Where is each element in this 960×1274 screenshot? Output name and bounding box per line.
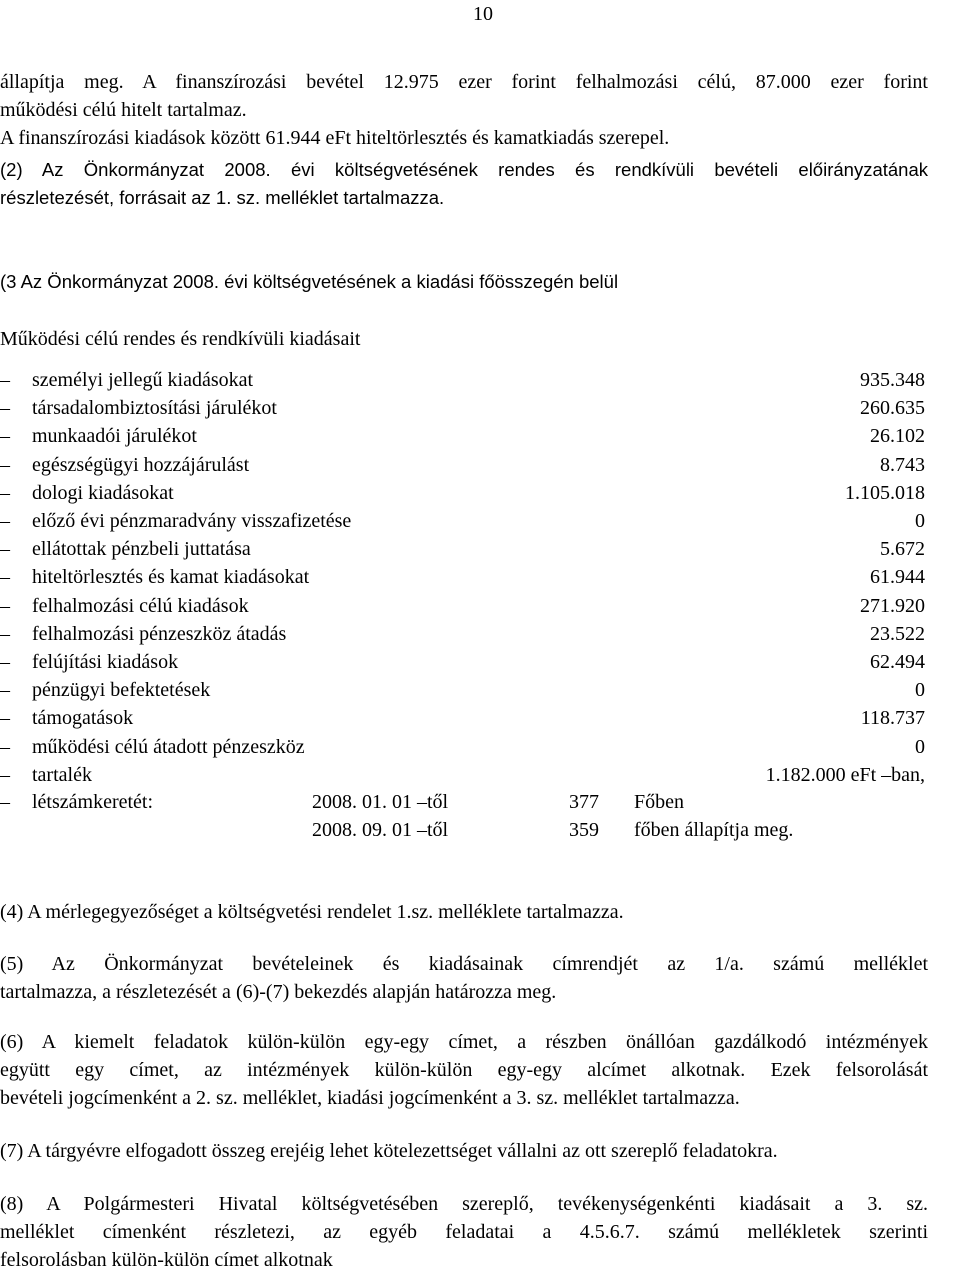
headcount-count-1: 377	[569, 791, 599, 813]
expense-row	[0, 704, 928, 732]
expense-label: hiteltörlesztés és kamat kiadásokat	[32, 566, 310, 589]
expense-dash: –	[0, 510, 10, 532]
expense-label: felújítási kiadások	[32, 651, 179, 673]
section-5-line-1: (5) Az Önkormányzat bevételeinek és kiadásainak címrendjét az 1/a. számú melléklet	[0, 953, 928, 975]
section-8-line-2: melléklet címenként részletezi, az egyéb feladatai a 4.5.6.7. számú mellékletek szerinti	[0, 1221, 928, 1243]
expense-dash: –	[0, 594, 10, 617]
expense-dash: –	[0, 481, 10, 504]
expense-dash: –	[0, 369, 10, 391]
intro-line-1: állapítja meg. A finanszírozási bevétel 12.975 ezer forint felhalmozási célú, 87.000 ezer forint	[0, 71, 928, 93]
section-2	[0, 156, 928, 212]
expense-dash: –	[0, 735, 10, 758]
expense-dash: –	[0, 538, 10, 561]
section-3-subheading: Működési célú rendes és rendkívüli kiadásait	[0, 328, 361, 350]
expense-value: 61.944	[870, 566, 925, 589]
page-number: 10	[473, 3, 493, 25]
headcount-date-2: 2008. 09. 01 –től	[312, 819, 449, 841]
expense-label: személyi jellegű kiadásokat	[32, 369, 254, 391]
headcount-count-2: 359	[569, 819, 599, 841]
intro-paragraph	[0, 68, 928, 152]
expense-label: pénzügyi befektetések	[32, 679, 211, 702]
headcount-unit-2: főben állapítja meg.	[634, 819, 794, 841]
expense-row	[0, 366, 928, 394]
expense-row	[0, 422, 928, 450]
expense-row	[0, 648, 928, 676]
section-5-line-2: tartalmazza, a részletezését a (6)-(7) bekezdés alapján határozza meg.	[0, 981, 557, 1003]
expense-value: 0	[915, 679, 925, 702]
expense-dash: –	[0, 397, 10, 420]
expense-row	[0, 394, 928, 422]
expense-label: működési célú átadott pénzeszköz	[32, 735, 305, 758]
expense-row	[0, 451, 928, 479]
intro-line-3: A finanszírozási kiadások között 61.944 eFt hiteltörlesztés és kamatkiadás szerepel.	[0, 127, 670, 149]
section-4: (4) A mérlegegyezőséget a költségvetési rendelet 1.sz. melléklete tartalmazza.	[0, 901, 624, 923]
expense-label: társadalombiztosítási járulékot	[32, 397, 277, 420]
expense-label: előző évi pénzmaradvány visszafizetése	[32, 510, 352, 532]
expense-dash: –	[0, 763, 10, 786]
expense-value: 0	[915, 735, 925, 758]
expense-dash: –	[0, 566, 10, 589]
expense-label: támogatások	[32, 707, 134, 730]
expense-dash: –	[0, 425, 10, 448]
expense-value: 1.182.000 eFt –ban,	[765, 763, 925, 786]
section-7: (7) A tárgyévre elfogadott összeg erejéig lehet kötelezettséget vállalni az ott szereplő feladatokra.	[0, 1140, 778, 1162]
section-6-line-1: (6) A kiemelt feladatok külön-külön egy-egy címet, a részben önállóan gazdálkodó intézmények	[0, 1031, 928, 1053]
expense-label: tartalék	[32, 763, 92, 786]
expense-label: felhalmozási célú kiadások	[32, 594, 249, 617]
expense-label: munkaadói járulékot	[32, 425, 197, 448]
expense-dash: –	[0, 453, 10, 476]
headcount-unit-1: Főben	[634, 791, 684, 813]
expense-dash: –	[0, 622, 10, 645]
expense-value: 118.737	[860, 707, 925, 730]
expense-dash: –	[0, 707, 10, 730]
expense-value: 8.743	[880, 453, 925, 476]
expense-row	[0, 479, 928, 507]
expense-value: 935.348	[860, 369, 925, 391]
headcount-label: létszámkeretét:	[32, 791, 154, 813]
expense-value: 26.102	[870, 425, 925, 448]
expense-value: 260.635	[860, 397, 925, 420]
expense-label: felhalmozási pénzeszköz átadás	[32, 622, 287, 645]
expense-label: dologi kiadásokat	[32, 481, 174, 504]
expense-label: egészségügyi hozzájárulást	[32, 453, 250, 476]
section-6-line-3: bevételi jogcímenként a 2. sz. melléklet, kiadási jogcímenként a 3. sz. melléklet tartalmazza.	[0, 1087, 740, 1109]
section-2-line-2: részletezését, forrásait az 1. sz. melléklet tartalmazza.	[0, 187, 445, 208]
section-8-line-1: (8) A Polgármesteri Hivatal költségvetésében szereplő, tevékenységenkénti kiadásait a 3. sz.	[0, 1193, 928, 1215]
expense-row	[0, 761, 928, 789]
section-3-heading: (3 Az Önkormányzat 2008. évi költségvetésének a kiadási főösszegén belül	[0, 271, 619, 292]
intro-line-2: működési célú hitelt tartalmaz.	[0, 99, 247, 121]
section-5	[0, 950, 928, 1006]
expense-row	[0, 592, 928, 620]
section-8-line-3: felsorolásban külön-külön címet alkotnak	[0, 1249, 333, 1271]
expense-value: 0	[915, 510, 925, 532]
headcount-date-1: 2008. 01. 01 –től	[312, 791, 449, 813]
expense-value: 62.494	[870, 651, 925, 673]
section-2-line-1: (2) Az Önkormányzat 2008. évi költségvetésének rendes és rendkívüli bevételi előirányzatának	[0, 159, 928, 180]
expense-row	[0, 676, 928, 704]
expense-label: ellátottak pénzbeli juttatása	[32, 538, 251, 561]
expense-row	[0, 733, 928, 761]
expense-row	[0, 535, 928, 563]
expense-row	[0, 620, 928, 648]
section-8	[0, 1190, 928, 1274]
expense-value: 271.920	[860, 594, 925, 617]
section-6-line-2: együtt egy címet, az intézmények külön-külön egy-egy alcímet alkotnak. Ezek felsorolását	[0, 1059, 928, 1081]
section-6	[0, 1028, 928, 1112]
expense-row	[0, 507, 928, 535]
expense-dash: –	[0, 651, 10, 673]
expense-value: 23.522	[870, 622, 925, 645]
expense-value: 1.105.018	[845, 481, 925, 504]
expense-dash: –	[0, 679, 10, 702]
expense-row	[0, 563, 928, 591]
expense-value: 5.672	[880, 538, 925, 561]
headcount-dash: –	[0, 791, 10, 813]
